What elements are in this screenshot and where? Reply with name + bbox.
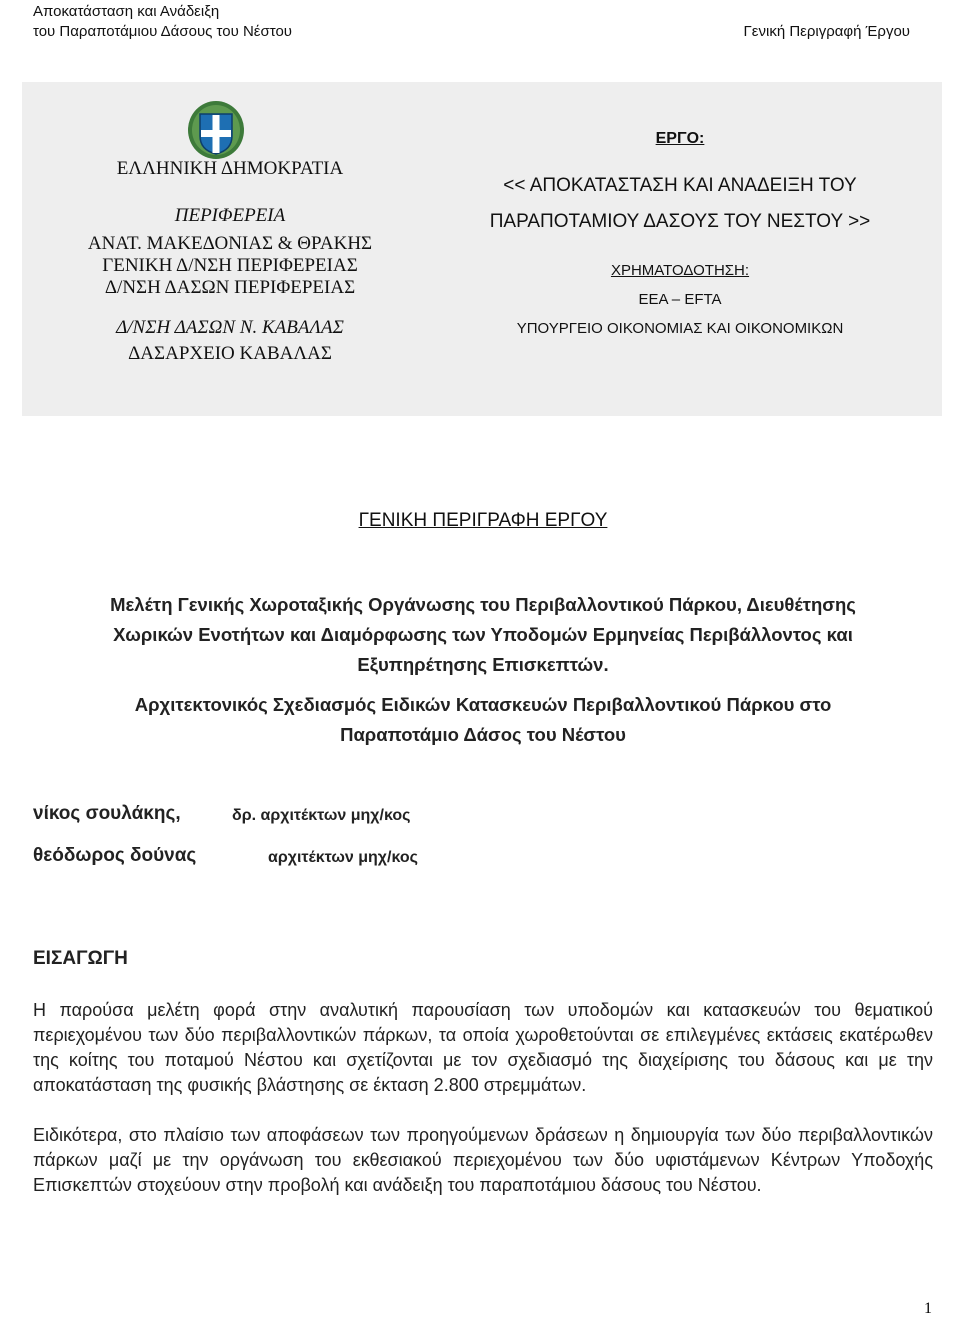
project-block xyxy=(440,124,920,337)
region-label: ΠΕΡΙΦΕΡΕΙΑ xyxy=(174,205,286,226)
funding-source: ΕΕΑ – EFTA xyxy=(638,291,722,308)
intro-paragraph: Η παρούσα μελέτη φορά στην αναλυτική παρουσίαση των υποδομών και κατασκευών του θεματικού περιεχομένου των δύο περιβαλλοντικών πάρκων, τα οποία χωροθετούνται σε επιλεγμένες εκτάσεις εκατέρωθεν της κοίτης του ποταμού Νέστου και σχετίζονται με τον σχεδιασμό της διαχείρισης του δάσους και με την αποκατάσταση της φυσικής βλάστησης σε έκταση 2.800 στρεμμάτων. xyxy=(33,1000,933,1095)
coat-of-arms-icon xyxy=(186,100,246,160)
author-name: νίκος σουλάκης, xyxy=(33,803,181,824)
project-label: ΕΡΓΟ: xyxy=(655,130,705,147)
kavala-directorate: Δ/ΝΣΗ ΔΑΣΩΝ Ν. ΚΑΒΑΛΑΣ xyxy=(116,317,344,338)
republic-name: ΕΛΛΗΝΙΚΗ ΔΗΜΟΚΡΑΤΙΑ xyxy=(116,158,344,179)
issuer-block xyxy=(60,158,400,365)
ministry-name: ΥΠΟΥΡΓΕΙΟ ΟΙΚΟΝΟΜΙΑΣ ΚΑΙ ΟΙΚΟΝΟΜΙΚΩΝ xyxy=(516,320,844,337)
author-name: θεόδωρος δούνας xyxy=(33,845,197,866)
author-role: αρχιτέκτων μηχ/κος xyxy=(268,849,418,866)
general-directorate: ΓΕΝΙΚΗ Δ/ΝΣΗ ΠΕΡΙΦΕΡΕΙΑΣ xyxy=(102,255,358,276)
intro-paragraph: Ειδικότερα, στο πλαίσιο των αποφάσεων των προηγούμενων δράσεων η δημιουργία των δύο περιβαλλοντικών πάρκων μαζί με την οργάνωση του εκθεσιακού περιεχομένου των δύο υφιστάμενων Κέντρων Υποδοχής Επισκεπτών στοχεύουν στην προβολή και ανάδειξη του παραποτάμιου δάσους του Νέστου. xyxy=(33,1125,933,1195)
architectural-design: Αρχιτεκτονικός Σχεδιασμός Ειδικών Κατασκευών Περιβαλλοντικού Πάρκου στο Παραποτάμιο Δάσος του Νέστου xyxy=(134,694,832,745)
project-title: << ΑΠΟΚΑΤΑΣΤΑΣΗ ΚΑΙ ΑΝΑΔΕΙΞΗ ΤΟΥ ΠΑΡΑΠΟΤΑΜΙΟΥ ΔΑΣΟΥΣ ΤΟΥ ΝΕΣΤΟΥ >> xyxy=(489,175,871,232)
section-title: ΓΕΝΙΚΗ ΠΕΡΙΓΡΑΦΗ ΕΡΓΟΥ xyxy=(358,510,608,531)
funding-label: ΧΡΗΜΑΤΟΔΟΤΗΣΗ: xyxy=(610,262,750,279)
region-name: ΑΝΑΤ. ΜΑΚΕΔΟΝΙΑΣ & ΘΡΑΚΗΣ xyxy=(87,233,373,254)
study-description: Μελέτη Γενικής Χωροταξικής Οργάνωσης του Περιβαλλοντικού Πάρκου, Διευθέτησης Χωρικών Ενοτήτων και Διαμόρφωσης των Υποδομών Ερμηνείας Περιβάλλοντος και Εξυπηρέτησης Επισκεπτών. xyxy=(110,594,856,675)
page-number: 1 xyxy=(924,1300,932,1317)
intro-heading: ΕΙΣΑΓΩΓΗ xyxy=(33,948,128,969)
header-section: Γενική Περιγραφή Έργου xyxy=(743,23,910,40)
forest-office: ΔΑΣΑΡΧΕΙΟ ΚΑΒΑΛΑΣ xyxy=(128,343,332,364)
header-title: Αποκατάσταση και Ανάδειξη του Παραποτάμιου Δάσους του Νέστου xyxy=(33,3,292,40)
author-role: δρ. αρχιτέκτων μηχ/κος xyxy=(232,807,411,824)
forest-directorate: Δ/ΝΣΗ ΔΑΣΩΝ ΠΕΡΙΦΕΡΕΙΑΣ xyxy=(104,277,356,298)
